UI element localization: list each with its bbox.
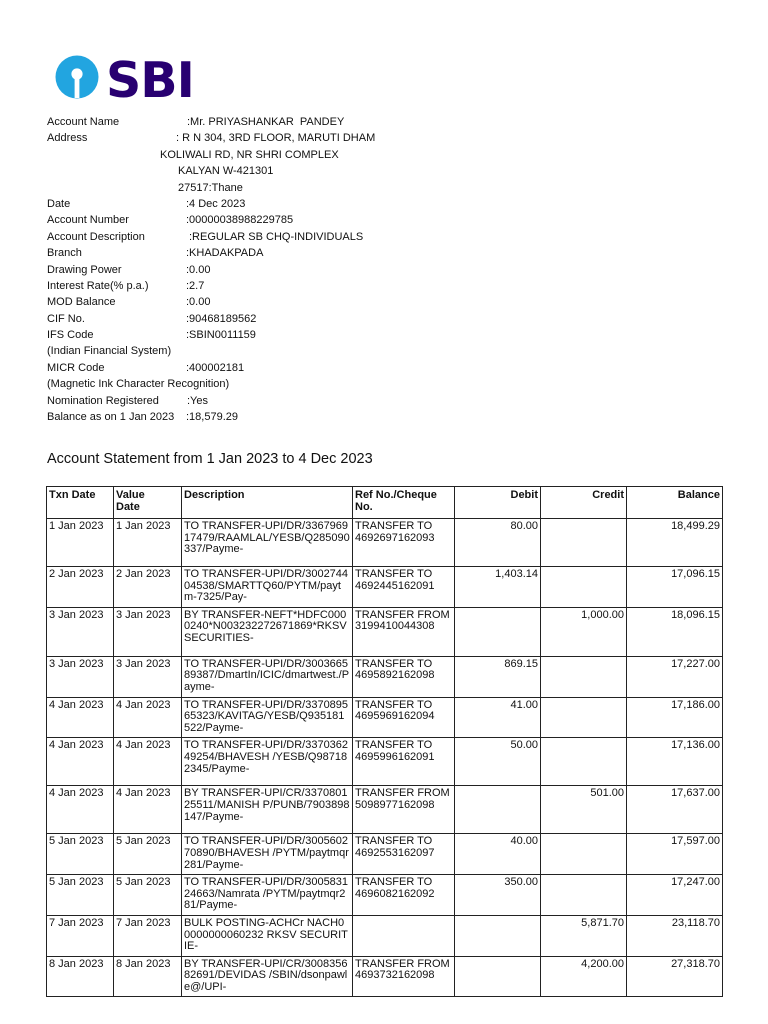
account-info-label: Account Number xyxy=(47,214,129,227)
balance-cell: 18,499.29 xyxy=(627,519,723,567)
table-row xyxy=(47,607,723,656)
table-row xyxy=(47,786,723,834)
description-cell: TO TRANSFER-UPI/DR/300274404538/SMARTTQ60/PYTM/paytm-7325/Pay- xyxy=(182,567,353,608)
txn-date-cell: 4 Jan 2023 xyxy=(47,697,114,738)
value-date-cell: 3 Jan 2023 xyxy=(114,656,182,697)
ref-no-cell: TRANSFER FROM 4693732162098 xyxy=(353,956,455,997)
credit-cell xyxy=(541,738,627,786)
ref-no-cell: TRANSFER TO 4692553162097 xyxy=(353,834,455,875)
header-txn-date: Txn Date xyxy=(47,487,114,519)
debit-cell: 869.15 xyxy=(455,656,541,697)
account-info-value: :18,579.29 xyxy=(186,411,238,424)
value-date-cell: 4 Jan 2023 xyxy=(114,697,182,738)
debit-cell xyxy=(455,915,541,956)
credit-cell: 5,871.70 xyxy=(541,915,627,956)
balance-cell: 23,118.70 xyxy=(627,915,723,956)
account-info-label: Address xyxy=(47,132,88,145)
account-info-label: Balance as on 1 Jan 2023 xyxy=(47,411,175,424)
credit-cell xyxy=(541,519,627,567)
balance-cell: 17,136.00 xyxy=(627,738,723,786)
account-info-value: :400002181 xyxy=(186,361,245,374)
debit-cell xyxy=(455,786,541,834)
account-info-label: Date xyxy=(47,197,71,210)
value-date-cell: 7 Jan 2023 xyxy=(114,915,182,956)
account-info-label: MICR Code xyxy=(47,361,105,374)
balance-cell: 17,247.00 xyxy=(627,875,723,916)
value-date-cell: 5 Jan 2023 xyxy=(114,834,182,875)
table-row xyxy=(47,834,723,875)
credit-cell: 1,000.00 xyxy=(541,607,627,656)
sbi-logo xyxy=(55,53,200,101)
account-info-label: Interest Rate(% p.a.) xyxy=(47,279,149,292)
table-header-row xyxy=(47,487,723,519)
header-description: Description xyxy=(182,487,353,519)
header-credit: Credit xyxy=(541,487,627,519)
header-balance: Balance xyxy=(627,487,723,519)
txn-date-cell: 3 Jan 2023 xyxy=(47,656,114,697)
account-info-value: :Yes xyxy=(187,394,209,407)
account-info-label: (Magnetic Ink Character Recognition) xyxy=(47,378,230,391)
statement-title: Account Statement from 1 Jan 2023 to 4 Dec 2023 xyxy=(47,451,373,467)
account-info-value: :90468189562 xyxy=(186,312,257,325)
txn-date-cell: 5 Jan 2023 xyxy=(47,875,114,916)
value-date-cell: 5 Jan 2023 xyxy=(114,875,182,916)
balance-cell: 17,637.00 xyxy=(627,786,723,834)
account-info-value: :0.00 xyxy=(186,263,211,276)
account-info-label: Account Description xyxy=(47,230,145,243)
account-info-value: :2.7 xyxy=(186,279,205,292)
account-info-value: :4 Dec 2023 xyxy=(186,197,246,210)
value-date-cell: 4 Jan 2023 xyxy=(114,786,182,834)
account-info-label: CIF No. xyxy=(47,312,85,325)
description-cell: TO TRANSFER-UPI/DR/300583124663/Namrata /PYTM/paytmqr281/Payme- xyxy=(182,875,353,916)
txn-date-cell: 2 Jan 2023 xyxy=(47,567,114,608)
credit-cell xyxy=(541,697,627,738)
account-info-label: Branch xyxy=(47,247,82,260)
account-info-value: :Mr. PRIYASHANKAR PANDEY xyxy=(187,116,345,128)
account-info-label: IFS Code xyxy=(47,329,94,342)
txn-date-cell: 3 Jan 2023 xyxy=(47,607,114,656)
header-ref-no: Ref No./Cheque No. xyxy=(353,487,455,519)
sbi-keyhole-logo-icon xyxy=(55,53,200,101)
description-cell: BY TRANSFER-NEFT*HDFC0000240*N003232272671869*RKSV SECURITIES- xyxy=(182,607,353,656)
balance-cell: 27,318.70 xyxy=(627,956,723,997)
account-info-label: (Indian Financial System) xyxy=(47,345,172,358)
ref-no-cell xyxy=(353,915,455,956)
debit-cell: 350.00 xyxy=(455,875,541,916)
account-info-label: Account Name xyxy=(47,116,120,128)
header-debit: Debit xyxy=(455,487,541,519)
credit-cell xyxy=(541,875,627,916)
account-info-value: :00000038988229785 xyxy=(186,214,294,227)
table-row xyxy=(47,656,723,697)
account-info-value: 27517:Thane xyxy=(178,181,243,194)
account-info-value: :KHADAKPADA xyxy=(186,247,264,260)
table-row xyxy=(47,519,723,567)
ref-no-cell: TRANSFER TO 4692445162091 xyxy=(353,567,455,608)
ref-no-cell: TRANSFER FROM 3199410044308 xyxy=(353,607,455,656)
value-date-cell: 8 Jan 2023 xyxy=(114,956,182,997)
txn-date-cell: 5 Jan 2023 xyxy=(47,834,114,875)
table-row xyxy=(47,875,723,916)
value-date-cell: 1 Jan 2023 xyxy=(114,519,182,567)
balance-cell: 17,096.15 xyxy=(627,567,723,608)
balance-cell: 17,227.00 xyxy=(627,656,723,697)
description-cell: BY TRANSFER-UPI/CR/337080125511/MANISH P/PUNB/7903898147/Payme- xyxy=(182,786,353,834)
account-info-label: MOD Balance xyxy=(47,296,116,309)
credit-cell xyxy=(541,656,627,697)
value-date-cell: 2 Jan 2023 xyxy=(114,567,182,608)
description-cell: BY TRANSFER-UPI/CR/300835682691/DEVIDAS /SBIN/dsonpawle@/UPI- xyxy=(182,956,353,997)
value-date-cell: 4 Jan 2023 xyxy=(114,738,182,786)
balance-cell: 18,096.15 xyxy=(627,607,723,656)
debit-cell: 41.00 xyxy=(455,697,541,738)
balance-cell: 17,597.00 xyxy=(627,834,723,875)
ref-no-cell: TRANSFER TO 4696082162092 xyxy=(353,875,455,916)
description-cell: TO TRANSFER-UPI/DR/300560270890/BHAVESH /PYTM/paytmqr281/Payme- xyxy=(182,834,353,875)
description-cell: TO TRANSFER-UPI/DR/300366589387/DmartIn/ICIC/dmartwest./Payme- xyxy=(182,656,353,697)
ref-no-cell: TRANSFER FROM 5098977162098 xyxy=(353,786,455,834)
credit-cell: 4,200.00 xyxy=(541,956,627,997)
account-info-value: :SBIN0011159 xyxy=(186,329,256,342)
txn-date-cell: 4 Jan 2023 xyxy=(47,786,114,834)
account-info-value: KOLIWALI RD, NR SHRI COMPLEX xyxy=(160,148,339,161)
debit-cell: 80.00 xyxy=(455,519,541,567)
account-info-value: :REGULAR SB CHQ-INDIVIDUALS xyxy=(189,230,364,243)
transactions-table xyxy=(46,486,723,997)
txn-date-cell: 7 Jan 2023 xyxy=(47,915,114,956)
debit-cell: 50.00 xyxy=(455,738,541,786)
credit-cell: 501.00 xyxy=(541,786,627,834)
balance-cell: 17,186.00 xyxy=(627,697,723,738)
brand-name: SBI xyxy=(106,53,194,101)
debit-cell xyxy=(455,956,541,997)
txn-date-cell: 1 Jan 2023 xyxy=(47,519,114,567)
debit-cell xyxy=(455,607,541,656)
description-cell: BULK POSTING-ACHCr NACH00000000060232 RKSV SECURITIE- xyxy=(182,915,353,956)
txn-date-cell: 8 Jan 2023 xyxy=(47,956,114,997)
txn-date-cell: 4 Jan 2023 xyxy=(47,738,114,786)
table-row xyxy=(47,738,723,786)
debit-cell: 40.00 xyxy=(455,834,541,875)
ref-no-cell: TRANSFER TO 4695996162091 xyxy=(353,738,455,786)
account-info-value: :0.00 xyxy=(186,296,211,309)
ref-no-cell: TRANSFER TO 4695892162098 xyxy=(353,656,455,697)
account-info-label: Drawing Power xyxy=(47,263,122,276)
description-cell: TO TRANSFER-UPI/DR/337036249254/BHAVESH /YESB/Q987182345/Payme- xyxy=(182,738,353,786)
account-info-value: : R N 304, 3RD FLOOR, MARUTI DHAM xyxy=(176,132,376,145)
table-row xyxy=(47,697,723,738)
debit-cell: 1,403.14 xyxy=(455,567,541,608)
account-info-value: KALYAN W-421301 xyxy=(178,165,274,178)
description-cell: TO TRANSFER-UPI/DR/336796917479/RAAMLAL/YESB/Q285090337/Payme- xyxy=(182,519,353,567)
table-row xyxy=(47,915,723,956)
credit-cell xyxy=(541,834,627,875)
value-date-cell: 3 Jan 2023 xyxy=(114,607,182,656)
credit-cell xyxy=(541,567,627,608)
description-cell: TO TRANSFER-UPI/DR/337089565323/KAVITAG/YESB/Q935181522/Payme- xyxy=(182,697,353,738)
table-row xyxy=(47,567,723,608)
account-info-label: Nomination Registered xyxy=(47,394,159,407)
ref-no-cell: TRANSFER TO 4695969162094 xyxy=(353,697,455,738)
header-value-date: Value Date xyxy=(114,487,182,519)
table-row xyxy=(47,956,723,997)
ref-no-cell: TRANSFER TO 4692697162093 xyxy=(353,519,455,567)
